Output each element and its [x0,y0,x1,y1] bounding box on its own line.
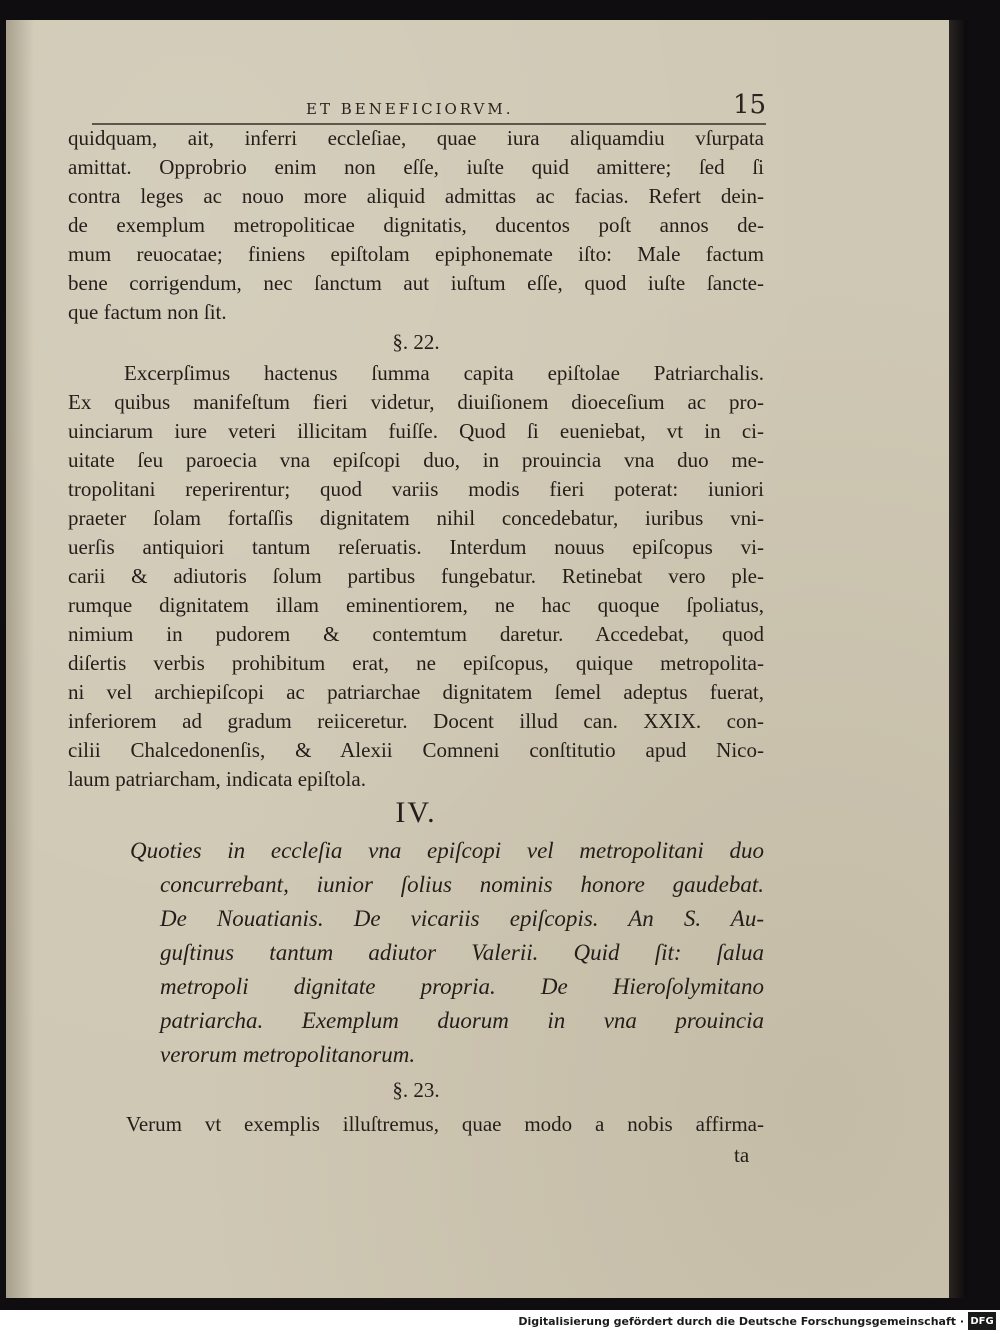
paragraph-1-line: de exemplum metropoliticae dignitatis, ducentos poſt annos de- [68,213,764,237]
paragraph-1-line: contra leges ac nouo more aliquid admittas ac facias. Refert dein- [68,184,764,208]
paragraph-1-line: que factum non ſit. [68,300,227,324]
paragraph-2-line: ni vel archiepiſcopi ac patriarchae dignitatem ſemel adeptus fuerat, [68,680,764,704]
paragraph-2-line: diſertis verbis prohibitum erat, ne epiſcopus, quique metropolita- [68,651,764,675]
paragraph-2-line: nimium in pudorem & contemtum daretur. Accedebat, quod [68,622,764,646]
paragraph-2-line: uitate ſeu paroecia vna epiſcopi duo, in prouincia vna duo me- [68,448,764,472]
paragraph-1-line: amittat. Opprobrio enim non eſſe, iuſte quid amittere; ſed ſi [68,155,764,179]
summary-line: concurrebant, iunior ſolius nominis honore gaudebat. [160,872,764,897]
paragraph-2-line: tropolitani reperirentur; quod variis modis fieri poterat: iuniori [68,477,764,501]
catchword: ta [734,1143,750,1167]
paragraph-2-line: inferiorem ad gradum reiiceretur. Docent illud can. XXIX. con- [68,709,764,733]
chapter-heading: IV. [395,796,437,829]
paragraph-3-line: Verum vt exemplis illuſtremus, quae modo a nobis affirma- [126,1112,764,1136]
funding-credit: Digitalisierung gefördert durch die Deutsche Forschungsgemeinschaft · [518,1315,964,1328]
summary-line: De Nouatianis. De vicariis epiſcopis. An S. Au- [160,906,764,931]
paragraph-2-line: praeter ſolam fortaſſis dignitatem nihil concedebatur, iuribus vni- [68,506,764,530]
running-head: ET BENEFICIORVM. [306,100,514,118]
summary-line: patriarcha. Exemplum duorum in vna prouincia [160,1008,764,1033]
summary-line: guſtinus tantum adiutor Valerii. Quid ſit: ſalua [160,940,764,965]
paragraph-2-line: carii & adiutoris ſolum partibus fungebatur. Retinebat vero ple- [68,564,764,588]
book-page [6,20,967,1298]
paragraph-2-line: uinciarum iure veteri illicitam fuiſſe. Quod ſi eueniebat, vt in ci- [68,419,764,443]
summary-line: verorum metropolitanorum. [160,1042,416,1067]
paragraph-2-line: uerſis antiquiori tantum reſeruatis. Interdum nouus epiſcopus vi- [68,535,764,559]
paragraph-2-line: Excerpſimus hactenus ſumma capita epiſtolae Patriarchalis. [124,361,764,385]
paragraph-2-line: rumque dignitatem illam eminentiorem, ne hac quoque ſpoliatus, [68,593,764,617]
paragraph-1-line: mum reuocatae; finiens epiſtolam epiphonemate iſto: Male factum [68,242,764,266]
paragraph-1-line: bene corrigendum, nec ſanctum aut iuſtum eſſe, quod iuſte ſancte- [68,271,764,295]
page-body [6,20,967,1298]
summary-line: metropoli dignitate propria. De Hieroſolymitano [160,974,764,999]
paragraph-2-line: Ex quibus manifeſtum fieri videtur, diuiſionem dioeceſium ac pro- [68,390,764,414]
footer-bar [0,1310,1000,1334]
section-number: §. 23. [392,1078,440,1102]
paragraph-2-line: laum patriarcham, indicata epiſtola. [68,767,366,791]
summary-line: Quoties in eccleſia vna epiſcopi vel metropolitani duo [130,838,764,863]
dfg-logo: DFG [968,1312,996,1330]
paragraph-2-line: cilii Chalcedonenſis, & Alexii Comneni conſtitutio apud Nico- [68,738,764,762]
paragraph-1-line: quidquam, ait, inferri eccleſiae, quae iura aliquamdiu vſurpata [68,126,764,150]
section-number: §. 22. [392,330,440,354]
page-number: 15 [733,90,767,120]
